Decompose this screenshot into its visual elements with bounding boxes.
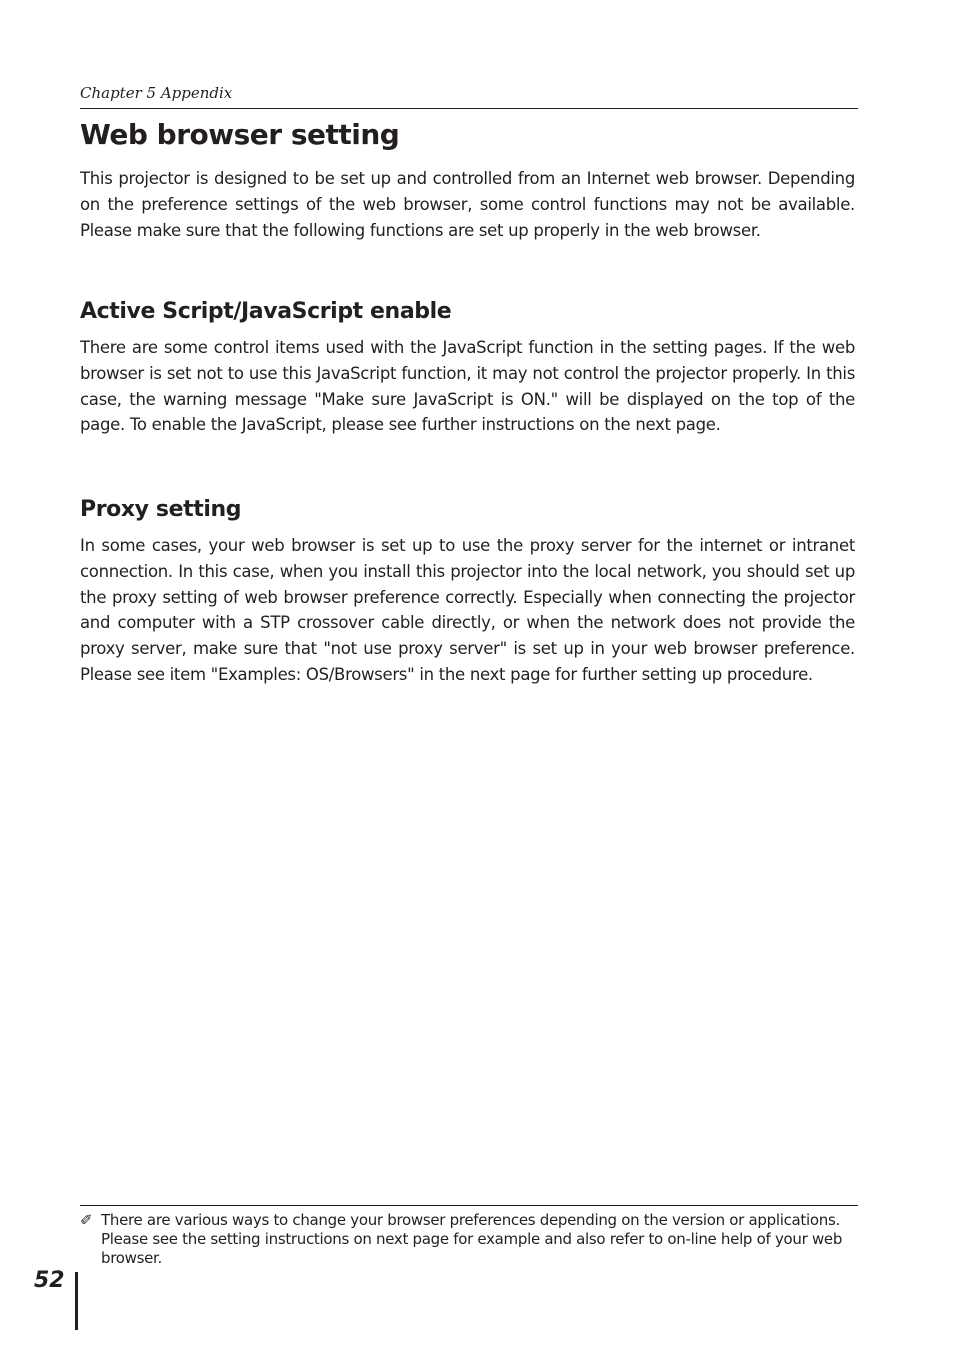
page-title: Web browser setting <box>80 118 400 151</box>
page-number-bar <box>75 1272 78 1330</box>
page-number: 52 <box>34 1268 65 1293</box>
intro-paragraph: This projector is designed to be set up and controlled from an Internet web browser. Depending on the preference settings of the web browser, some control functions may not be available. Please make sure that the following functions are set up properly in the web browser. <box>80 169 855 240</box>
section-body-javascript: There are some control items used with the JavaScript function in the setting pages. If the web browser is set not to use this JavaScript function, it may not control the projector properly. In this case, the warning message "Make sure JavaScript is ON." will be displayed on the top of the page. To enable the JavaScript, please see further instructions on the next page. <box>80 338 855 435</box>
section-body-proxy: In some cases, your web browser is set up to use the proxy server for the internet or intranet connection. In this case, when you install this projector into the local network, you should set up the proxy setting of web browser preference correctly. Especially when connecting the projector and computer with a STP crossover cable directly, or when the network does not provide the proxy server, make sure that "not use proxy server" is set up in your web browser preference. Please see item "Examples: OS/Browsers" in the next page for further setting up procedure. <box>80 536 855 684</box>
chapter-label: Chapter 5 Appendix <box>80 84 233 102</box>
pencil-icon: ✐ <box>80 1211 93 1229</box>
section-heading-javascript: Active Script/JavaScript enable <box>80 299 452 324</box>
footnote-text: There are various ways to change your browser preferences depending on the version or applications. Please see the setting instructions on next page for example and also refer to on-line help of your web browser. <box>101 1211 843 1267</box>
footnote <box>80 1211 855 1268</box>
section-heading-proxy: Proxy setting <box>80 497 242 522</box>
header-divider <box>80 108 858 109</box>
footnote-divider <box>80 1205 858 1206</box>
